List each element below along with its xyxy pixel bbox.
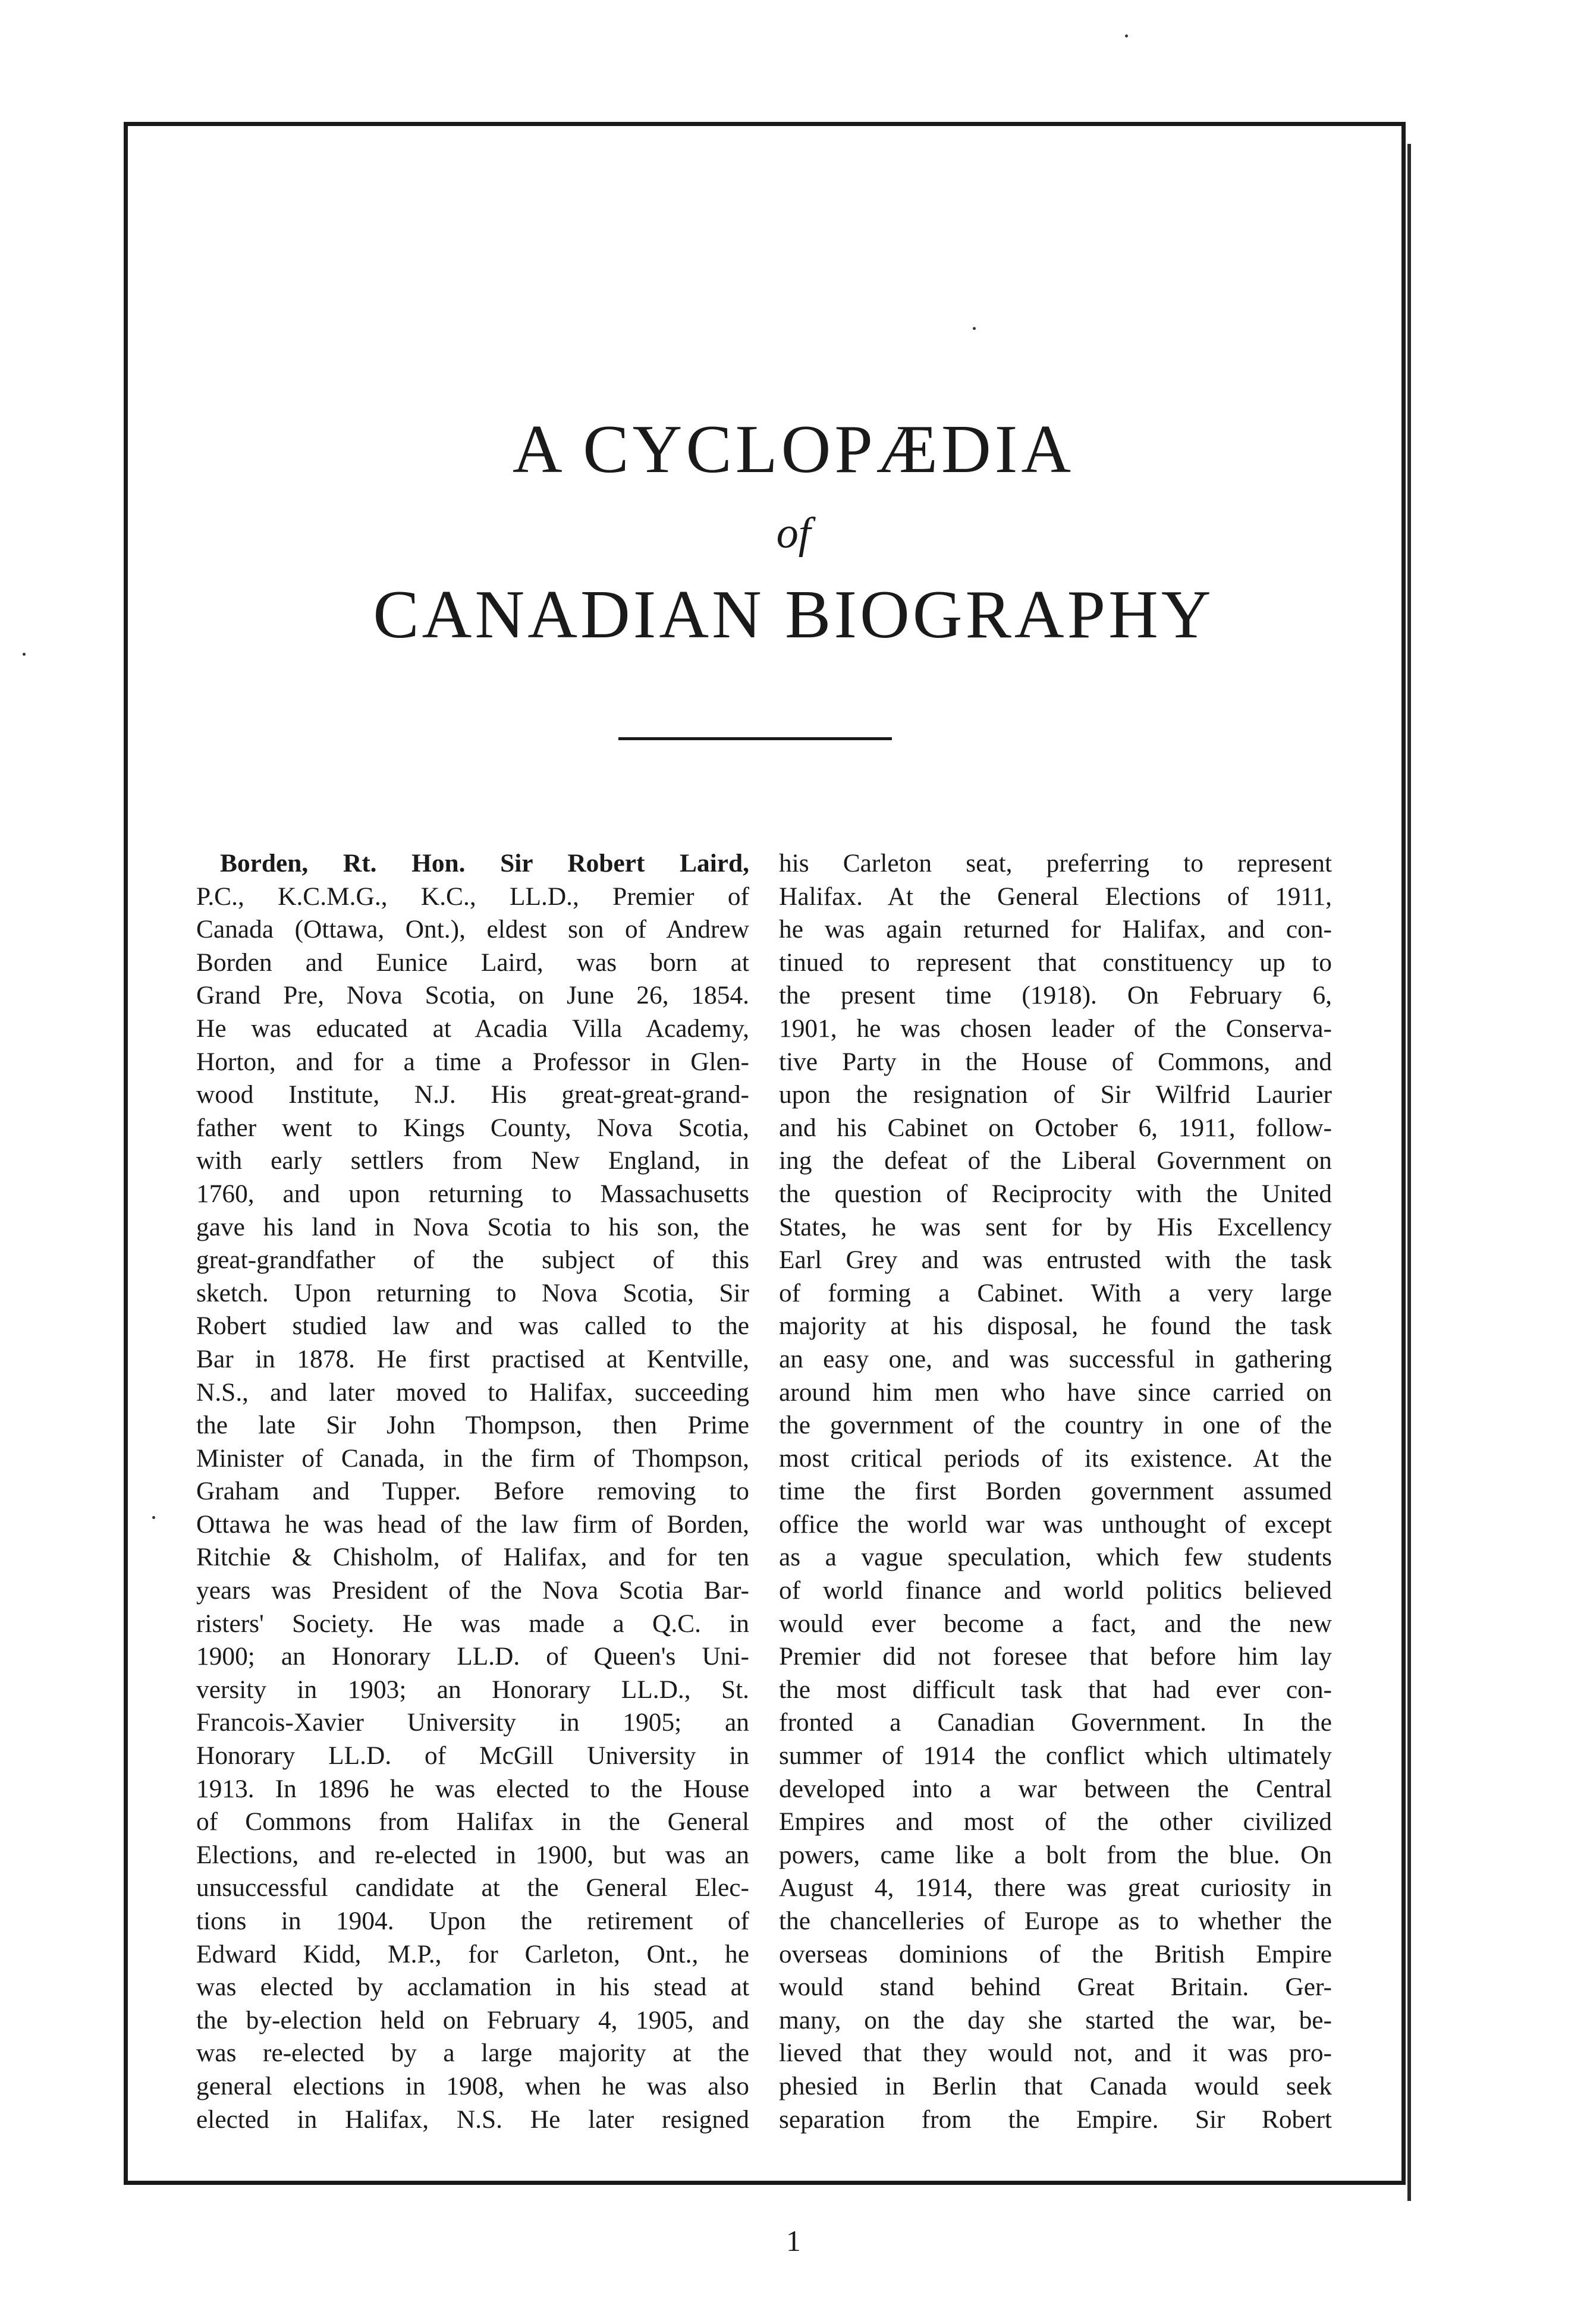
text-line: Ritchie & Chisholm, of Halifax, and for ten	[196, 1543, 749, 1572]
text-line: father went to Kings County, Nova Scotia,	[196, 1113, 749, 1142]
text-line: most critical periods of its existence. At the	[779, 1444, 1332, 1473]
text-line: Elections, and re-elected in 1900, but was an	[196, 1840, 749, 1869]
text-line: tinued to represent that constituency up to	[779, 948, 1332, 977]
text-line: developed into a war between the Central	[779, 1774, 1332, 1803]
text-line: of world finance and world politics believed	[779, 1576, 1332, 1605]
text-line: Honorary LL.D. of McGill University in	[196, 1741, 749, 1770]
text-line: overseas dominions of the British Empire	[779, 1939, 1332, 1968]
text-line: great-grandfather of the subject of this	[196, 1246, 749, 1275]
scan-speck	[23, 653, 26, 656]
text-line: the present time (1918). On February 6,	[779, 981, 1332, 1010]
text-line: risters' Society. He was made a Q.C. in	[196, 1609, 749, 1638]
text-line: tive Party in the House of Commons, and	[779, 1047, 1332, 1076]
text-line: upon the resignation of Sir Wilfrid Laurier	[779, 1080, 1332, 1109]
text-line: N.S., and later moved to Halifax, succeeding	[196, 1378, 749, 1407]
text-line: Grand Pre, Nova Scotia, on June 26, 1854.	[196, 981, 749, 1010]
text-line: gave his land in Nova Scotia to his son, the	[196, 1212, 749, 1241]
text-line	[196, 847, 749, 880]
text-line: as a vague speculation, which few students	[779, 1543, 1332, 1572]
text-line: Empires and most of the other civilized	[779, 1807, 1332, 1836]
text-line: 1901, he was chosen leader of the Conserva-	[779, 1014, 1332, 1043]
text-line: the chancelleries of Europe as to whether the	[779, 1907, 1332, 1935]
left-column	[196, 847, 749, 2136]
text-line: August 4, 1914, there was great curiosity in	[779, 1873, 1332, 1902]
text-line: with early settlers from New England, in	[196, 1146, 749, 1175]
text-line: ing the defeat of the Liberal Government on	[779, 1146, 1332, 1175]
title-connector: of	[776, 509, 811, 558]
text-line: Francois-Xavier University in 1905; an	[196, 1708, 749, 1737]
text-line: unsuccessful candidate at the General Elec-	[196, 1873, 749, 1902]
text-line: summer of 1914 the conflict which ultimately	[779, 1741, 1332, 1770]
text-line: the government of the country in one of the	[779, 1411, 1332, 1440]
text-line: and his Cabinet on October 6, 1911, follow-	[779, 1113, 1332, 1142]
text-line: he was again returned for Halifax, and con-	[779, 915, 1332, 944]
text-line: of Commons from Halifax in the General	[196, 1807, 749, 1836]
text-line: wood Institute, N.J. His great-great-grand-	[196, 1080, 749, 1109]
text-line: 1760, and upon returning to Massachusetts	[196, 1179, 749, 1208]
text-line: Minister of Canada, in the firm of Thompson,	[196, 1444, 749, 1473]
text-line: Ottawa he was head of the law firm of Borden,	[196, 1510, 749, 1539]
text-line: Premier did not foresee that before him lay	[779, 1642, 1332, 1671]
scan-speck	[152, 1516, 155, 1519]
text-line: powers, came like a bolt from the blue. On	[779, 1840, 1332, 1869]
text-line: sketch. Upon returning to Nova Scotia, Sir	[196, 1278, 749, 1307]
text-line: States, he was sent for by His Excellency	[779, 1212, 1332, 1241]
text-line: general elections in 1908, when he was also	[196, 2071, 749, 2100]
text-line: would ever become a fact, and the new	[779, 1609, 1332, 1638]
title-divider	[618, 737, 892, 740]
entry-name: Borden, Rt. Hon. Sir Robert Laird,	[220, 849, 749, 878]
text-line: Robert studied law and was called to the	[196, 1312, 749, 1341]
text-line: the late Sir John Thompson, then Prime	[196, 1411, 749, 1440]
text-line: time the first Borden government assumed	[779, 1477, 1332, 1506]
text-line: his Carleton seat, preferring to represent	[779, 849, 1332, 878]
text-line: versity in 1903; an Honorary LL.D., St.	[196, 1675, 749, 1704]
text-line: Borden and Eunice Laird, was born at	[196, 948, 749, 977]
text-line: Halifax. At the General Elections of 1911,	[779, 882, 1332, 911]
text-line: phesied in Berlin that Canada would seek	[779, 2071, 1332, 2100]
text-line: fronted a Canadian Government. In the	[779, 1708, 1332, 1737]
text-line: Earl Grey and was entrusted with the task	[779, 1246, 1332, 1275]
text-line: the most difficult task that had ever con-	[779, 1675, 1332, 1704]
text-line: Canada (Ottawa, Ont.), eldest son of Andrew	[196, 915, 749, 944]
scan-speck	[973, 327, 976, 330]
text-line: Graham and Tupper. Before removing to	[196, 1477, 749, 1506]
text-line: would stand behind Great Britain. Ger-	[779, 1973, 1332, 2002]
text-line: years was President of the Nova Scotia Bar-	[196, 1576, 749, 1605]
text-line: separation from the Empire. Sir Robert	[779, 2105, 1332, 2134]
text-line: office the world war was unthought of except	[779, 1510, 1332, 1539]
text-line: lieved that they would not, and it was pro-	[779, 2039, 1332, 2068]
text-line: around him men who have since carried on	[779, 1378, 1332, 1407]
page-number: 1	[786, 2224, 801, 2257]
page-subtitle: CANADIAN BIOGRAPHY	[373, 577, 1214, 653]
text-line: the by-election held on February 4, 1905, and	[196, 2005, 749, 2034]
right-column	[779, 847, 1332, 2136]
text-line: tions in 1904. Upon the retirement of	[196, 1907, 749, 1935]
text-line: 1913. In 1896 he was elected to the House	[196, 1774, 749, 1803]
text-line: many, on the day she started the war, be-	[779, 2005, 1332, 2034]
scan-speck	[1125, 34, 1128, 37]
text-line: majority at his disposal, he found the task	[779, 1312, 1332, 1341]
text-line: He was educated at Acadia Villa Academy,	[196, 1014, 749, 1043]
text-line: P.C., K.C.M.G., K.C., LL.D., Premier of	[196, 882, 749, 911]
text-line: of forming a Cabinet. With a very large	[779, 1278, 1332, 1307]
text-line: 1900; an Honorary LL.D. of Queen's Uni-	[196, 1642, 749, 1671]
text-line: Bar in 1878. He first practised at Kentville,	[196, 1344, 749, 1373]
text-line: an easy one, and was successful in gathering	[779, 1344, 1332, 1373]
text-line: the question of Reciprocity with the United	[779, 1179, 1332, 1208]
page-title: A CYCLOPÆDIA	[512, 411, 1075, 488]
text-line: Horton, and for a time a Professor in Glen-	[196, 1047, 749, 1076]
text-line: was elected by acclamation in his stead at	[196, 1973, 749, 2002]
text-line: elected in Halifax, N.S. He later resigned	[196, 2105, 749, 2134]
text-line: Edward Kidd, M.P., for Carleton, Ont., he	[196, 1939, 749, 1968]
text-line: was re-elected by a large majority at the	[196, 2039, 749, 2068]
